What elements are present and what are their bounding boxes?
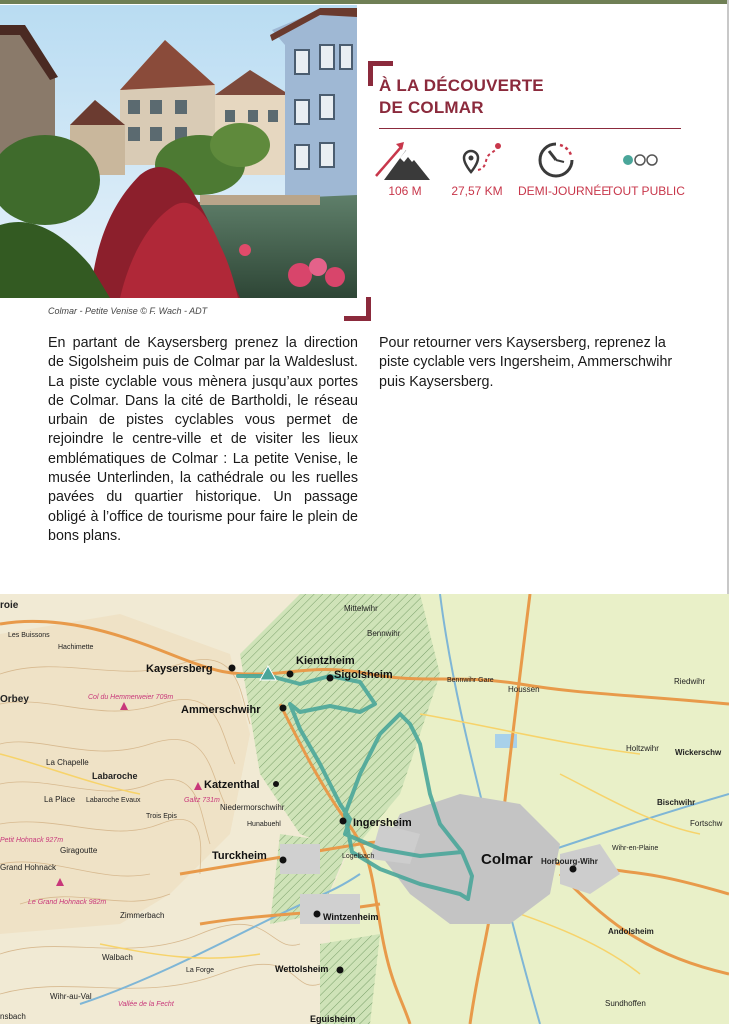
map-label-wihr-au-val: Wihr-au-Val: [50, 992, 92, 1001]
map-label-les-buissons: Les Buissons: [8, 632, 50, 639]
map-label-trois-epis: Trois Epis: [146, 813, 177, 820]
map-label-la-forge: La Forge: [186, 967, 215, 974]
map-label-niedermorschwihr: Niedermorschwihr: [220, 803, 285, 812]
elevation-value: 106 M: [388, 184, 422, 198]
map-label-petit-hohnack: Petit Hohnack 927m: [0, 837, 64, 844]
map-label-ammerschwihr: Ammerschwihr: [181, 704, 261, 716]
title-divider: [379, 128, 681, 129]
description-paragraph-2: Pour retourner vers Kaysersberg, reprenez la piste cyclable vers Ingersheim, Ammerschwihr puis Kaysersberg.: [379, 335, 673, 390]
photo-caption: Colmar - Petite Venise © F. Wach - ADT: [48, 306, 208, 316]
map-label-wickerschw: Wickerschw: [675, 748, 722, 757]
map-label-kaysersberg: Kaysersberg: [146, 663, 213, 675]
route-map: [0, 594, 729, 1024]
map-label-logelbach: Logelbach: [342, 853, 375, 860]
stat-difficulty: [606, 140, 685, 198]
map-label-hunabuehl: Hunabuehl: [247, 821, 281, 828]
map-label-la-place: La Place: [44, 795, 76, 804]
map-label-riedwihr: Riedwihr: [674, 677, 706, 686]
map-label-vallee-fecht: Vallée de la Fecht: [118, 1001, 174, 1008]
map-label-sundhoffen: Sundhoffen: [605, 999, 646, 1008]
title-line-1: À LA DÉCOUVERTE: [379, 76, 544, 95]
distance-icon: [444, 140, 510, 182]
map-label-kientzheim: Kientzheim: [296, 655, 355, 667]
map-label-turckheim: Turckheim: [212, 850, 267, 862]
map-label-giragoutte: Giragoutte: [60, 846, 98, 855]
distance-value: 27,57 KM: [451, 184, 503, 198]
stat-distance: [444, 140, 510, 198]
duration-value: DEMI-JOURNÉE: [518, 184, 610, 198]
map-label-labaroche: Labaroche: [92, 771, 138, 781]
photo-corner-bracket: [344, 297, 371, 321]
map-label-la-chapelle: La Chapelle: [46, 758, 89, 767]
difficulty-value: TOUT PUBLIC: [606, 184, 685, 198]
colmar-photo: [0, 5, 357, 298]
map-label-grand-hohnack-peak: Le Grand Hohnack 982m: [28, 899, 107, 906]
map-label-houssen: Houssen: [508, 685, 540, 694]
stat-elevation: [372, 140, 438, 198]
map-label-walbach: Walbach: [102, 953, 133, 962]
description-paragraph-1: En partant de Kaysersberg prenez la direction de Sigolsheim puis de Colmar par la Waldeslust. La piste cyclable vous mènera jusqu’aux portes de Colmar. Dans la cité de Bartholdi, le réseau urbain de pistes cyclables vous permet de rejoindre le centre-ville et de visiter les lieux emblématiques de Colmar : La petite Venise, le musée Unterlinden, la cathédrale ou les ruelles pavées du quartier historique. Un passage obligé à l’office de tourisme pour faire le plein de bons plans.: [48, 335, 358, 544]
map-label-wettolsheim: Wettolsheim: [275, 964, 329, 974]
map-label-roie: roie: [0, 600, 19, 611]
map-label-fortschw: Fortschw: [690, 819, 723, 828]
map-label-andolsheim: Andolsheim: [608, 927, 654, 936]
stat-duration: [518, 140, 610, 198]
map-label-labaroche-evaux: Labaroche Evaux: [86, 797, 141, 804]
map-label-sigolsheim: Sigolsheim: [334, 669, 393, 681]
map-label-wihr-en-plaine: Wihr-en-Plaine: [612, 845, 659, 852]
title-line-2: DE COLMAR: [379, 98, 484, 117]
map-label-ingersheim: Ingersheim: [353, 817, 412, 829]
map-label-colmar: Colmar: [481, 851, 533, 868]
map-label-horbourg-wihr: Horbourg-Wihr: [541, 857, 598, 866]
duration-icon: [518, 140, 594, 182]
map-label-holtzwihr: Holtzwihr: [626, 744, 659, 753]
map-label-orbey: Orbey: [0, 694, 29, 705]
map-label-bennwihr-gare: Bennwihr Gare: [447, 677, 494, 684]
map-label-katzenthal: Katzenthal: [204, 779, 260, 791]
map-label-col-hemmerweier: Col du Hemmerweier 709m: [88, 694, 174, 701]
elevation-icon: [372, 140, 438, 182]
map-label-hachimette: Hachimette: [58, 644, 94, 651]
map-label-galtz: Galtz 731m: [184, 797, 220, 804]
top-border-strip: [0, 0, 729, 4]
map-label-mittelwihr: Mittelwihr: [344, 604, 378, 613]
page-title: [379, 75, 699, 119]
difficulty-icon: [606, 140, 678, 182]
map-label-bischwihr: Bischwihr: [657, 798, 696, 807]
map-label-eguisheim: Eguisheim: [310, 1014, 356, 1024]
map-label-nsbach: nsbach: [0, 1012, 26, 1021]
map-label-grand-hohnack: Grand Hohnack: [0, 863, 57, 872]
map-label-bennwihr: Bennwihr: [367, 629, 401, 638]
map-label-zimmerbach: Zimmerbach: [120, 911, 165, 920]
map-label-wintzenheim: Wintzenheim: [323, 912, 379, 922]
